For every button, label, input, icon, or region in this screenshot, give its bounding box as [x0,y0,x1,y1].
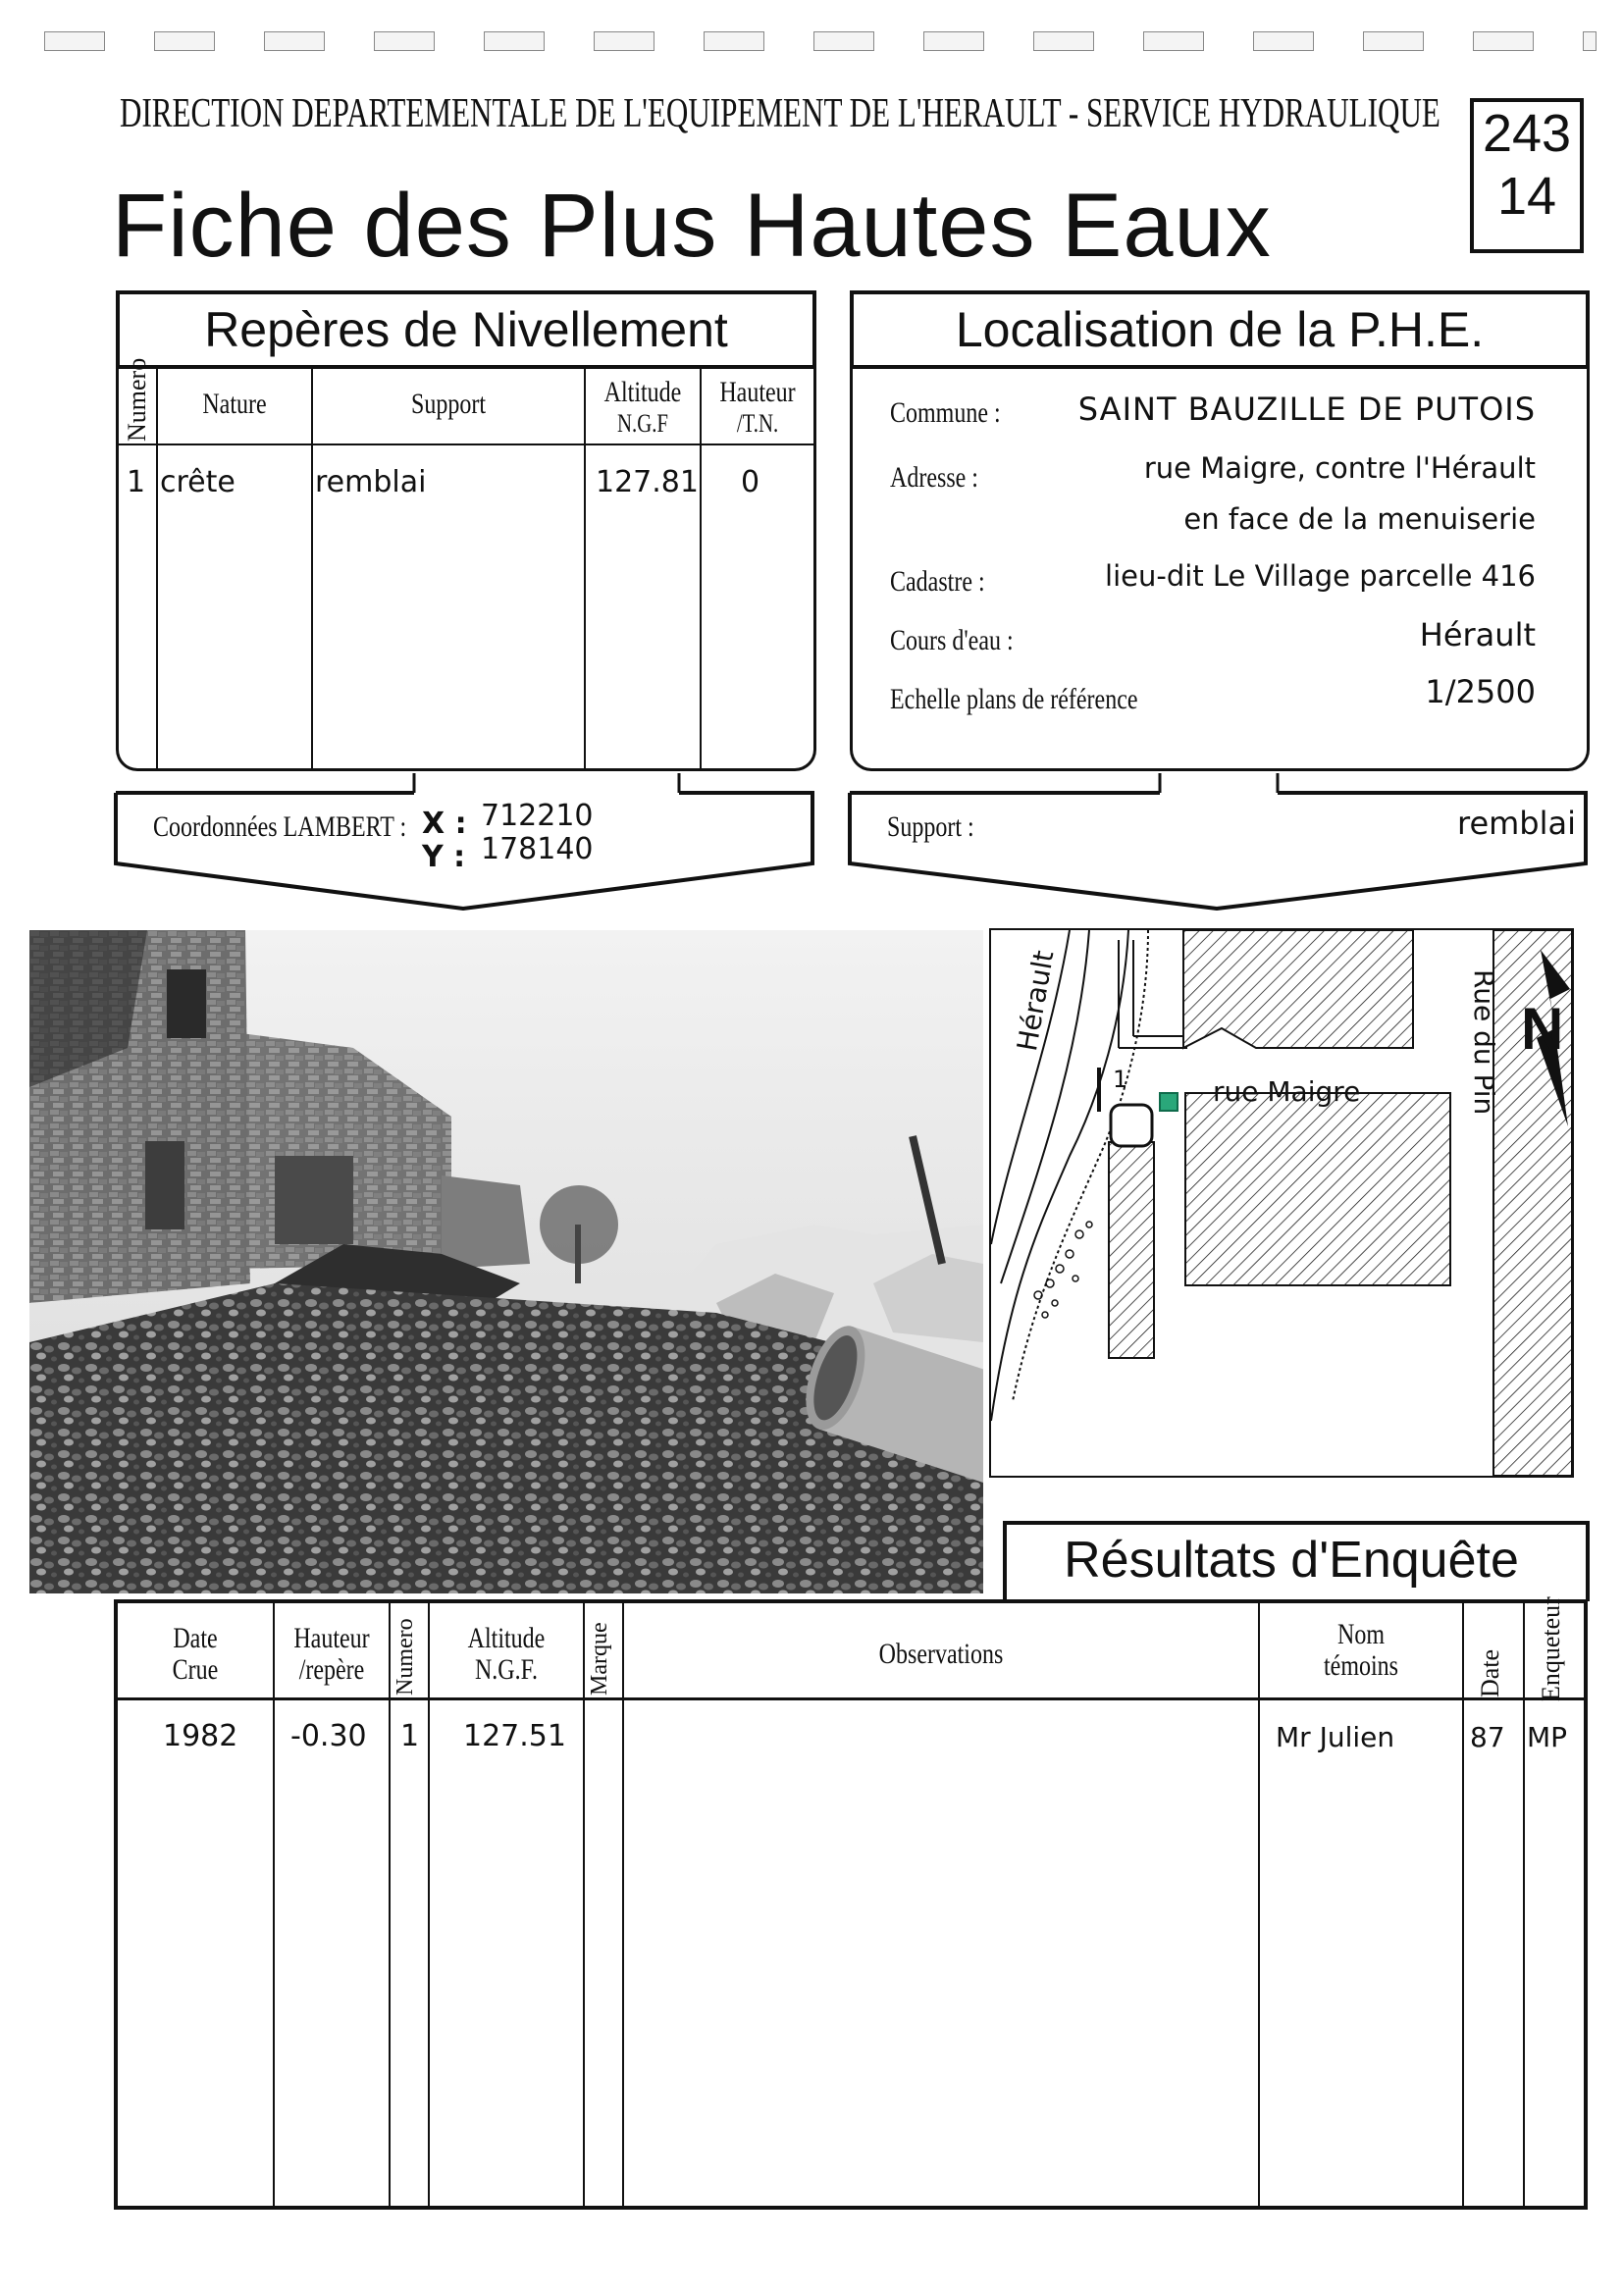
result-enqueteur: MP [1527,1721,1568,1753]
col-hauteur-repere: Hauteur /repère [293,1622,370,1686]
col-altitude-ngf: Altitude N.G.F. [467,1622,546,1686]
lambert-x-label: X : [422,807,467,841]
reperes-table [116,357,816,771]
north-label: N [1521,996,1564,1062]
page-title: Fiche des Plus Hautes Eaux [112,176,1272,276]
col-date: Date [1476,1648,1504,1697]
map-marker-number: 1 [1113,1066,1128,1093]
resultats-title: Résultats d'Enquête [1064,1532,1519,1589]
reperes-title-box [116,290,816,369]
col-numero: Numero [123,357,151,442]
commune-value: SAINT BAUZILLE DE PUTOIS [1077,391,1536,428]
department-heading: DIRECTION DEPARTEMENTALE DE L'EQUIPEMENT DE L'HERAULT - SERVICE HYDRAULIQUE [120,91,1440,136]
map-street-rue-du-pin: Rue du Pin [1468,969,1500,1116]
lambert-y-value: 178140 [481,832,594,866]
echelle-value: 1/2500 [1425,673,1536,710]
result-hauteur: -0.30 [290,1719,367,1753]
support-label: Support : [887,810,974,843]
lambert-y-label: Y : [422,840,466,874]
result-date: 87 [1470,1721,1505,1753]
support-value: remblai [1456,805,1576,842]
col-nature: Nature [202,388,267,420]
localisation-panel [850,369,1590,771]
lambert-label: Coordonnées LAMBERT : [153,810,407,843]
repere-nature: crête [160,465,236,499]
localisation-title: Localisation de la P.H.E. [955,302,1485,357]
col-enqueteur: Enqueteur [1537,1596,1565,1701]
adresse-line-1: rue Maigre, contre l'Hérault [1143,451,1536,485]
lambert-x-value: 712210 [481,799,594,833]
col-observations: Observations [878,1638,1004,1670]
col-date-crue: Date Crue [172,1622,219,1686]
cadastre-label: Cadastre : [890,565,985,598]
echelle-label: Echelle plans de référence [890,683,1138,715]
binding-holes [44,31,1595,53]
repere-numero: 1 [127,465,146,499]
col-marque: Marque [587,1622,612,1696]
repere-support: remblai [315,465,427,499]
fiche-number-top: 243 [1482,104,1572,163]
col-nom-temoins: Nom témoins [1324,1618,1398,1682]
cours-eau-label: Cours d'eau : [890,624,1014,656]
cadastre-value: lieu-dit Le Village parcelle 416 [1105,559,1536,593]
adresse-label: Adresse : [890,461,978,494]
result-temoins: Mr Julien [1276,1721,1395,1753]
localisation-title-box [850,290,1590,369]
adresse-line-2: en face de la menuiserie [1183,502,1536,536]
result-altitude: 127.51 [463,1719,566,1753]
site-photo [29,930,983,1593]
resultats-table [114,1596,1588,2210]
reperes-title: Repères de Nivellement [204,302,728,357]
col-altitude: Altitude N.G.F [603,376,682,438]
map-street-rue-maigre: rue Maigre [1213,1075,1361,1108]
cours-eau-value: Hérault [1419,616,1536,653]
fiche-number-bottom: 14 [1496,167,1557,226]
fiche-number-box [1470,98,1584,253]
commune-label: Commune : [890,396,1001,429]
location-map [989,928,1574,1478]
col-hauteur: Hauteur /T.N. [719,376,796,438]
repere-hauteur: 0 [741,465,760,499]
col-numero-result: Numero [393,1618,418,1696]
repere-altitude: 127.81 [596,465,699,499]
result-numero: 1 [400,1719,420,1753]
result-date-crue: 1982 [163,1719,238,1753]
col-support: Support [410,388,486,420]
map-river-label: Hérault [1011,948,1061,1054]
